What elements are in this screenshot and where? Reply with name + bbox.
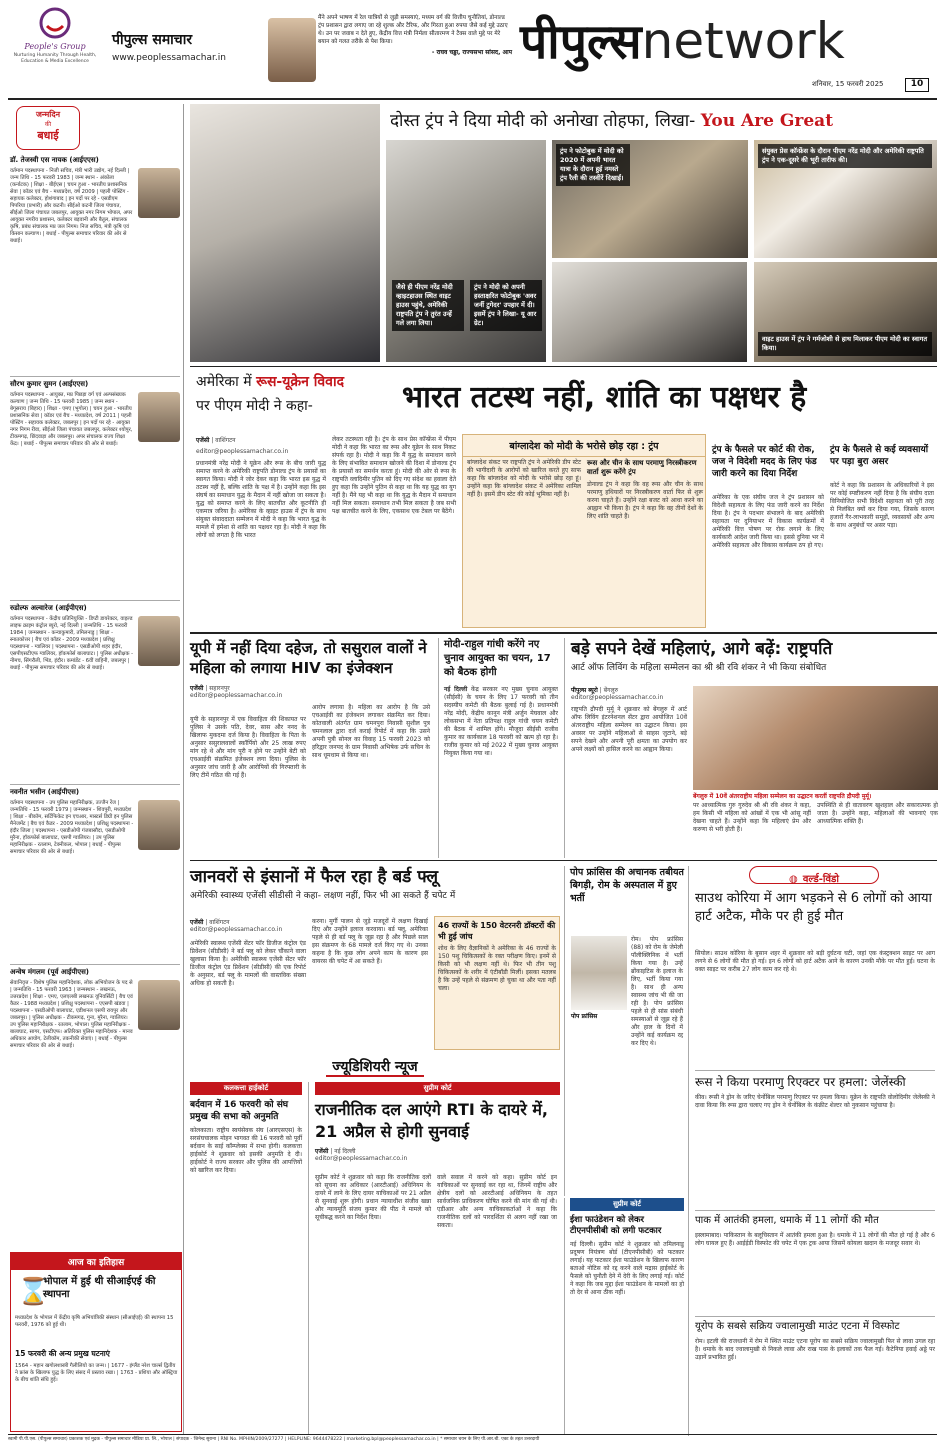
entry-name: रुडोल्फ अल्वारेज (आईपीएस) [10, 604, 87, 612]
brand-small-name: पीपुल्स समाचार [112, 32, 193, 48]
c2-col-2: वाले सवाल में करने को कहा। सुप्रीम कोर्ट इन याचिकाओं पर सुनवाई कर रहा था, जिनमें राष्ट्रीय और क्षेत्रीय दलों को आरटीआई अधिनियम के तहत सार्वजनिक प्राधिकरण घोषित करने की मांग की गई थी। एडीआर और अन्य याचिकाकर्ताओं ने कहा कि राजनीतिक दलों को पारदर्शिता से अलग नहीं रखा जा सकता। [437, 1174, 557, 1229]
up-col-2: आरोप लगाया है। महिला का आरोप है कि उसे एचआईवी का इंजेक्शन लगाकर संक्रमित कर दिया। कोतवाली अंतर्गत ग्राम चमनपुरा निवासी सुशील पुत्र चमनलाल द्वारा दर्ज कराई रिपोर्ट में कहा कि उसने अपनी पुत्री सोनल का विवाह 15 फरवरी 2023 को हरिद्वार जनपद के ग्राम निवासी अभिषेक उर्फ सचिन के साथ धूमधाम से किया था। [312, 704, 430, 759]
byline-agency: एजेंसी [315, 1148, 329, 1155]
photo-caption: जैसे ही पीएम नरेंद्र मोदी व्हाइटहाउस स्थित वाइट हाउस पहुंचे, अमेरिकी राष्ट्रपति ट्रंप ने तुरंत उन्हें गले लगा लिया। [392, 280, 464, 331]
badge-line-2: की [44, 121, 52, 128]
lead-col-2: लेकर तटस्थता रही है। ट्रंप के साथ प्रेस कॉन्फ्रेंस में पीएम मोदी ने कहा कि भारत का रूस और यूक्रेन के साथ निकट संपर्क रहा है। मोदी ने कहा कि मैं युद्ध के समाधान करने के लिए संभावित समाधान खोजने की दिशा में डोनाल्ड ट्रंप के प्रयासों का समर्थन करता हूं। मोदी की ओर से रूस के राष्ट्रपति व्लादिमीर पुतिन को दिए गए संदेश का हवाला देते हुए कहा कि उन्होंने पुतिन से कहा था कि यह युद्ध का युग नहीं है। मैंने यह भी कहा था कि युद्ध के मैदान में समाधान नहीं मिल सकता। समाधान तभी मिल सकता है जब सभी पक्ष बातचीत करने के लिए, एकसाथ एक टेबल पर बैठेंगे। [332, 436, 456, 515]
avatar [138, 980, 180, 1030]
court-headline: ट्रंप के फैसले पर कोर्ट की रोक, जज ने विदेशी मदद के लिए फंड जारी करने का दिया निर्देश [712, 445, 817, 479]
president-col-1: राष्ट्रपति द्रौपदी मुर्मू ने शुक्रवार को बेंगलुरु में आर्ट ऑफ लिविंग इंटरनेशनल सेंटर द्वारा आयोजित 10वें अंतरराष्ट्रीय महिला सम्मेलन का उद्घाटन किया। इस अवसर पर उन्होंने महिलाओं से साहस जुटाने, बड़े सपने देखने और अपनी पूरी क्षमता का उपयोग कर अपने लक्ष्यों को हासिल करने का आह्वान किया। [571, 706, 687, 753]
history-subhead: 15 फरवरी की अन्य प्रमुख घटनाएं [15, 1349, 110, 1358]
feature-section [190, 104, 937, 364]
cec-body: केंद्र सरकार नए मुख्य चुनाव आयुक्त (सीईसी) के चयन के लिए 17 फरवरी को तीन सदस्यीय कमेटी की बैठक बुलाई गई है। प्रधानमंत्री नरेंद्र मोदी, केंद्रीय कानून मंत्री अर्जुन मेघवाल और लोकसभा में नेता प्रतिपक्ष राहुल गांधी चयन कमेटी की बैठक में शामिल होंगे। मौजूदा सीईसी राजीव कुमार का कार्यकाल 18 फरवरी को खत्म हो रहा है। राजीव कुमार को मई 2022 में मुख्य चुनाव आयुक्त नियुक्त किया गया था। [444, 686, 558, 757]
bangladesh-box [462, 434, 706, 628]
business-headline: ट्रंप के फैसले से कई व्यवसायों पर पड़ा बुरा असर [830, 445, 929, 467]
byline-agency: एजेंसी [190, 685, 204, 692]
history-tag: आज का इतिहास [11, 1253, 181, 1270]
section-rule [190, 632, 937, 634]
up-col-1: यूपी के सहारनपुर में एक विवाहिता की शिकायत पर पुलिस ने उसके पति, देवर, सास और ननद के खिलाफ मुकदमा दर्ज किया है। विवाहिता के पिता के अनुसार ससुरालवालों स्कॉर्पियो और 25 लाख रुपए मांग रहे थे और मांग पूरी न होने पर उन्होंने बेटी को एचआईवी संक्रमित इंजेक्शन लगा दिया। पुलिस के अनुसार जांच जारी है और आरोपियों की गिरफ्तारी के लिए टीमें गठित की गई हैं। [190, 716, 306, 779]
c3-text: नई दिल्ली। सुप्रीम कोर्ट ने शुक्रवार को तमिलनाडु प्रदूषण नियंत्रण बोर्ड (टीएनपीसीबी) को फटकार लगाई। यह फटकार ईशा फाउंडेशन के खिलाफ कारण बताओ नोटिस को रद्द करने वाले मद्रास हाईकोर्ट के फैसले को चुनौती देने में देरी के लिए लगाई गई। कोर्ट ने कहा कि जब मुद्दा ईशा फाउंडेशन के मामलों का हो तो देर से आना ठीक नहीं। [570, 1241, 684, 1296]
entry-name: डॉ. तेजस्वी एस नायक (आईएएस) [10, 156, 99, 164]
page-number: 10 [905, 78, 929, 92]
byline-city: वाशिंगटन [209, 919, 230, 926]
byline-email: editor@peoplessamachar.co.in [190, 926, 283, 933]
president-subhead: आर्ट ऑफ लिविंग के महिला सम्मेलन का श्री श्री रवि शंकर ने भी किया संबोधित [571, 663, 827, 673]
judiciary-col-3 [564, 1198, 684, 1434]
byline-email: editor@peoplessamachar.co.in [190, 692, 283, 699]
birthday-entry [10, 604, 182, 780]
entry-text: वर्तमान पदस्थापना - उप पुलिस महानिरीक्षक, उज्जैन रेंज | जन्मतिथि - 15 फरवरी 1979 | जन्मस्थान - शिवपुरी, मध्यप्रदेश | शिक्षा - बीकॉम, सर्टिफिकेट इन एचआर, मास्टर्स डिग्री इन पुलिस मैनेजमेंट | बैच एवं कैडर - 2009 मध्यप्रदेश | प्रशिक्षु पदस्थापना - इंदौर जिला | पदस्थापना - एसडीओपी गंजबासौदा, एसडीओपी मुरैना, हॉकफोर्स बालाघाट, एसपी ग्वालियर। | उप पुलिस महानिरीक्षक - रतलाम, टेक्नीकल, भोपाल | बधाई - पीपुल्स समाचार परिवार की ओर से बधाई। [10, 800, 134, 855]
byline-city: सहारनपुर [209, 685, 230, 692]
birthday-badge [16, 106, 80, 150]
avatar [138, 616, 180, 666]
c1-headline: बर्दवान में 16 फरवरी को संघ प्रमुख की सभा को अनुमति [190, 1100, 289, 1122]
byline-email: editor@peoplessamachar.co.in [315, 1155, 408, 1162]
c2-tag: सुप्रीम कोर्ट [315, 1082, 560, 1095]
court-text: अमेरिका के एक संघीय जज ने ट्रंप प्रशासन को विदेशी सहायता के लिए फंड जारी करने का निर्देश दिया है। ट्रंप ने पदभार संभालने के बाद अमेरिकी सहायता पर दुनियाभर में विकास कार्यक्रमों में अमेरिकी वित्त पोषण पर रोक लगाने के लिए कार्यकारी आदेश जारी किया था। इससे दुनिया भर में अमेरिकी सहायता और विकास कार्यक्रम ठप हो गए। [712, 494, 824, 549]
world-tag [749, 866, 879, 884]
pope-photo [571, 936, 627, 1010]
history-headline: भोपाल में हुई थी सीआईएई की स्थापना [43, 1276, 156, 1300]
flu-box [434, 916, 560, 1050]
kicker-part-3: पर पीएम मोदी ने कहा- [196, 398, 313, 414]
handshake-photo [552, 262, 747, 362]
logo-name: People's Group [24, 42, 86, 51]
birthday-entry [10, 788, 182, 960]
badge-line-3: बधाई [37, 129, 59, 142]
globe-icon: ◍ [789, 874, 798, 885]
book-photo [386, 140, 546, 362]
logo-tagline: Nurturing Humanity Through Health, Education & Media Excellence [13, 53, 97, 64]
lead-byline: एजेंसी | वाशिंगटन editor@peoplessamachar.co.in [196, 436, 396, 455]
brand-big-latin: network [641, 12, 845, 70]
divider [695, 1070, 935, 1071]
c2-byline: एजेंसी | नई दिल्ली editor@peoplessamachar.co.in [315, 1147, 560, 1162]
birthday-entry [10, 380, 182, 596]
c2-col-1: सुप्रीम कोर्ट ने शुक्रवार को कहा कि राजनीतिक दलों को सूचना का अधिकार (आरटीआई) अधिनियम के दायरे में लाने के लिए दायर याचिकाओं पर 21 अप्रैल से सुनवाई शुरू होगी। प्रधान न्यायाधीश संजीव खन्ना और न्यायमूर्ति संजय कुमार की पीठ ने मामले को सूचीबद्ध करने का निर्देश दिया। [315, 1174, 431, 1221]
world-story-4-text: रोम। इटली की राजधानी में रोम में स्थित माउंट एटना यूरोप का सबसे सक्रिय ज्वालामुखी फिर से लावा उगल रहा है। धमाके के बाद ज्वालामुखी से निकले लावा और राख पास के इलाकों तक फैल गई। कैटेनिया हवाई अड्डे पर उड़ानें प्रभावित हुईं। [695, 1338, 935, 1361]
footer-rule [8, 1434, 937, 1435]
pope-photo-caption: पोप फ्रांसिस [571, 1013, 598, 1020]
flu-story [190, 866, 560, 1052]
byline-agency: एजेंसी [190, 919, 204, 926]
photo-caption: वाइट हाउस में ट्रंप ने गर्मजोशी से हाथ मिलाकर पीएम मोदी का स्वागत किया। [758, 332, 932, 356]
feature-headline [390, 110, 930, 132]
pope-text: रोम। पोप फ्रांसिस (88) को रोम के जेमेली पॉलीक्लिनिक में भर्ती किया गया है। उन्हें ब्रोंकाइटिस के इलाज के लिए, भर्ती किया गया है। साथ ही अन्य स्वास्थ्य जांच भी की जा रही है। पोप फ्रांसिस पहले से ही सांस संबंधी समस्याओं से जूझ रहे हैं और हाल के दिनों में उन्होंने कई कार्यक्रम रद्द कर दिए थे। [631, 936, 683, 1047]
president-photo-caption: बेंगलुरु में 10वें अंतरराष्ट्रीय महिला सम्मेलन का उद्घाटन करतीं राष्ट्रपति द्रौपदी मुर्मू। [693, 793, 872, 800]
president-byline: पीपुल्स ब्यूरो | बेंगलुरु editor@peoplessamachar.co.in [571, 686, 687, 701]
flu-col-2: करना। मुर्गी पालन से जुड़े मजदूरों में लक्षण दिखाई दिए और उन्होंने इलाज करवाया। बर्ड फ्लू, अमेरिका पहले से ही बर्ड फ्लू के जूझ रहा है और पिछले साल इस संक्रमण के 68 मामले दर्ज किए गए थे। उनका कहना है कि कुछ लोग अपने काम के कारण इस वायरस की चपेट में आ सकते हैं। [312, 918, 428, 965]
history-events: 1564 - महान खगोलशास्त्री गैलीलियो का जन्म। | 1677 - इंग्लैंड नरेश चार्ल्स द्वितीय ने फ्रांस के खिलाफ युद्ध के लिए संसद में प्रस्ताव रखा। | 1763 - प्रशिया और ऑस्ट्रिया के बीच शांति संधि हुई। [15, 1363, 178, 1383]
president-headline: बड़े सपने देखें महिलाएं, आगे बढ़ें: राष्ट्रपति [571, 639, 833, 659]
press-photo [754, 140, 937, 258]
c2-headline: राजनीतिक दल आएंगे RTI के दायरे में, 21 अप्रैल से होगी सुनवाई [315, 1100, 548, 1141]
photo-caption: ट्रंप ने मोदी को अपनी हस्ताक्षरित फोटोबुक 'अवर जर्नी टुगेदर' उपहार में दी। इसमें ट्रंप ने लिखा- यू आर ग्रेट। [470, 280, 542, 331]
president-col-3: उपस्थिति से ही वातावरण खुशहाल और सकारात्मक हो जाता है। उन्होंने कहा, महिलाओं की भावनाएं एक आध्यात्मिक शक्ति हैं। [817, 802, 938, 825]
feature-headline-eng: You Are Great [700, 111, 834, 131]
byline-email: editor@peoplessamachar.co.in [571, 694, 664, 701]
flu-box-headline: 46 राज्यों के 150 वेटरनरी डॉक्टरों की भी हुई जांच [438, 921, 556, 941]
judiciary-banner [190, 1056, 560, 1076]
up-byline: एजेंसी | सहारनपुर editor@peoplessamachar.co.in [190, 684, 430, 699]
quote-avatar [268, 18, 316, 82]
world-story-2-text: कीव। रूसी ने ड्रोन के जरिए चेर्नोबिल परमाणु रिएक्टर पर हमला किया। यूक्रेन के राष्ट्रपति वोलोदिमीर जेलेंस्की ने दावा किया कि रूस द्वारा चलाए गए ड्रोन ने चेर्नोबिल के कंक्रीट शेल्टर को नुकसान पहुंचाया है। [695, 1094, 935, 1109]
world-tag-label: वर्ल्ड-विंडो [802, 874, 839, 885]
avatar [138, 800, 180, 850]
c1-tag: कलकत्ता हाईकोर्ट [190, 1082, 302, 1095]
entry-name: सौरभ कुमार सुमन (आईएएस) [10, 380, 89, 388]
pope-story [564, 866, 684, 1196]
world-window [688, 866, 937, 1436]
world-story-3-text: इस्लामाबाद। पाकिस्तान के बलूचिस्तान में आतंकी हमला हुआ है। धमाके में 11 लोगों की मौत हो गई है और 6 लोग घायल हुए हैं। आईईडी विस्फोट की चपेट में एक ट्रक आया जिसमें कोयला खदान के मजदूर सवार थे। [695, 1232, 935, 1247]
cec-headline: मोदी-राहुल गांधी करेंगे नए चुनाव आयुक्त का चयन, 17 को बैठक होगी [444, 639, 551, 678]
flu-box-text: शोध के लिए वैज्ञानिकों ने अमेरिका के 46 राज्यों के 150 पशु चिकित्सकों के रक्त परीक्षण किए। इनमें से किसी को भी लक्षण नहीं थे। फिर भी तीन पशु चिकित्सकों के शरीर में एंटीबॉडी मिलीं। इसका मतलब है कि उन्हें पहले से संक्रमण हो चुका था और पता नहीं चला। [438, 945, 556, 992]
bd-text: बांग्लादेश संकट पर राष्ट्रपति ट्रंप ने अमेरिकी डीप स्टेट की भागीदारी के आरोपों को खारिज करते हुए साफ कहा कि बांग्लादेश को मोदी के भरोसे छोड़ रहा हूं। उन्होंने कहा कि बांग्लादेश संकट में अमेरिका शामिल नहीं है। इसमें डीप स्टेट की कोई भूमिका नहीं है। [467, 459, 581, 498]
rc-text: डोनाल्ड ट्रंप ने कहा कि वह रूस और चीन के साथ परमाणु हथियारों पर निरस्त्रीकरण वार्ता फिर से शुरू करना चाहते हैं। उन्होंने रक्षा बजट को आधा करने का आह्वान भी किया है। ट्रंप ने कहा कि वह तीनों देशों के लिए शांति चाहते हैं। [587, 481, 703, 520]
divider [10, 964, 180, 965]
divider [695, 1316, 935, 1317]
divider [10, 784, 180, 785]
cec-story [438, 638, 558, 858]
masthead [0, 0, 945, 100]
entry-text: सेवानिवृत्त - विशेष पुलिस महानिदेशक, लोक अभियोजन के पद से | जन्मतिथि - 15 फरवरी 1963 | जन्मस्थान - लखनऊ, उत्तरप्रदेश | शिक्षा - एमए, एलएलबी लखनऊ यूनिवर्सिटी | बैच एवं कैडर - 1988 मध्यप्रदेश | प्रशिक्षु पदस्थापना - एएसपी खंडवा | पदस्थापना - एसडीओपी बालाघाट, एडीशनल एसपी रायपुर और जबलपुर। | पुलिस अधीक्षक - टीकमगढ़, गुना, मुरैना, ग्वालियर। उप पुलिस महानिरीक्षक - रतलाम, भोपाल। पुलिस महानिरीक्षक - बालाघाट, सागर, एसटीएफ। अतिरिक्त पुलिस महानिदेशक - मानव अधिकार आयोग, टेलीकॉम, तकनीकी सेवाएं। | बधाई - पीपुल्स समाचार परिवार की ओर से बधाई। [10, 980, 133, 1049]
birthday-entry [10, 968, 182, 1248]
lead-col-1: प्रधानमंत्री नरेंद्र मोदी ने यूक्रेन और रूस के बीच जारी युद्ध समाप्त करने के अमेरिकी राष्ट्रपति डोनाल्ड ट्रंप के प्रयासों का स्वागत किया। मोदी ने जोर देकर कहा कि भारत इस युद्ध में तटस्थ नहीं है, बल्कि शांति के पक्ष में है। उन्होंने कहा कि इस संघर्ष का समाधान युद्ध के मैदान में नहीं खोजा जा सकता है। युद्ध को समाप्त करने के लिए बातचीत और कूटनीति ही एकमात्र जरिया है। अमेरिका के व्हाइट हाउस में ट्रंप के साथ संयुक्त संवाददाता सम्मेलन में मोदी ने कहा कि भारत युद्ध के मामले में हमेशा से शांति का पक्षधर रहा है। मोदी ने कहा कि लोगों को लगता है कि भारत [196, 460, 326, 539]
flu-headline: जानवरों से इंसानों में फैल रहा है बर्ड फ्लू [190, 867, 439, 887]
flu-byline: एजेंसी | वाशिंगटन editor@peoplessamachar.co.in [190, 918, 310, 933]
sidebar [8, 104, 184, 1434]
logo-mark-icon [38, 6, 72, 40]
judiciary-col-2 [308, 1082, 560, 1434]
section-rule [190, 860, 937, 861]
entry-name: नवनीत भसीन (आईपीएस) [10, 788, 80, 796]
website-text: www.peoplessamachar.in [112, 53, 226, 63]
welcome-photo [754, 262, 937, 362]
brand-big [520, 6, 940, 76]
divider [10, 600, 180, 601]
history-text: मध्यप्रदेश के भोपाल में केंद्रीय कृषि अभियांत्रिकी संस्थान (सीआईएई) की स्थापना 15 फरवरी, 1976 को हुई थी। [15, 1315, 174, 1328]
judiciary-banner-text: ज्यूडिशियरी न्यूज [326, 1059, 423, 1077]
byline-agency: एजेंसी [196, 437, 210, 444]
world-story-4-headline: यूरोप के सबसे सक्रिय ज्वालामुखी माउंट एटना में विस्फोट [695, 1321, 900, 1332]
avatar [138, 392, 180, 442]
judiciary-col-1 [190, 1082, 302, 1434]
president-story [564, 638, 937, 858]
entry-text: वर्तमान पदस्थापना - आयुक्त, मप्र पिछड़ा वर्ग एवं अल्पसंख्यक कल्याण | जन्म तिथि - 15 फरवरी 1985 | जन्म स्थान - बेगूसराय (बिहार) | शिक्षा - एमए (भूगोल) | चयन हुआ - भारतीय प्रशासनिक सेवा | कॉडर एवं बैच - मध्यप्रदेश, वर्ष 2011 | पहली पोस्टिंग - सहायक कलेक्टर, जबलपुर | इन पदों पर रहे - आयुक्त नगर निगम रीवा, सीईओ जिला पंचायत जबलपुर, कलेक्टर श्योपुर, टीकमगढ़, छिंदवाड़ा और जबलपुर। अपर संचालक राज्य शिक्षा केंद्र। | बधाई - पीपुल्स समाचार परिवार की ओर से बधाई। [10, 392, 133, 447]
rc-headline: रूस और चीन के साथ परमाणु निरस्त्रीकरण वार्ता शुरू करेंगे ट्रंप [587, 459, 697, 476]
president-photo [693, 686, 938, 790]
imprint-footer: स्वामी पी.पी.एस. (पीपुल्स समाचार) प्रकाशक एवं मुद्रक - पीपुल्स समाचार मीडिया प्रा. लि., भोपाल | संपादक - जिनेन्द्र सुराना | RNI No. MPHIN/2009/27277 | HELPLINE: 9644478222 | marketing.bpl@peoplessamachar.co.in | * समाचार चयन के लिए पी.आर.बी. एक्ट के तहत उत्तरदायी [8, 1437, 540, 1442]
entry-name: अन्वेष मंगलम (पूर्व आईपीएस) [10, 968, 89, 976]
world-story-3-headline: पाक में आतंकी हमला, धमाके में 11 लोगों की मौत [695, 1215, 879, 1226]
c3-tag: सुप्रीम कोर्ट [570, 1198, 684, 1211]
photo-caption: ट्रंप ने फोटोबुक में मोदी को 2020 में अपनी भारत यात्रा के दौरान हुई नमस्ते ट्रंप रैली की तस्वीरें दिखाईं। [556, 144, 630, 186]
birthday-entry [10, 156, 182, 372]
world-story-1-text: सियोल। साउथ कोरिया के बुसान शहर में शुक्रवार को बड़ी दुर्घटना घटी, जहां एक कंस्ट्रक्शन साइट पर आग लगने से 6 लोगों की मौत हो गई। इन 6 लोगों को हार्ट अटैक आने के कारण उनकी मौके पर मौत हुई। घटना के वक्त साइट पर करीब 27 लोग काम कर रहे थे। [695, 950, 935, 973]
up-headline: यूपी में नहीं दिया दहेज, तो ससुराल वालों ने महिला को लगाया HIV का इंजेक्शन [190, 639, 427, 677]
kicker-part-2: रूस-यूक्रेन विवाद [256, 374, 345, 390]
avatar [138, 168, 180, 218]
byline-email: editor@peoplessamachar.co.in [196, 448, 289, 455]
badge-line-1: जन्मदिन [35, 110, 61, 119]
byline-city: नई दिल्ली [334, 1148, 356, 1155]
cec-dateline: नई दिल्ली [444, 686, 468, 693]
brand-small [112, 30, 262, 63]
entry-text: वर्तमान पदस्थापना - केंद्रीय प्रतिनियुक्ति - डिप्टी डायरेक्टर, वाइल्ड लाइफ क्राइम कंट्रोल ब्यूरो, नई दिल्ली | जन्मतिथि - 15 फरवरी 1984 | जन्मस्थान - कन्याकुमारी, तमिलनाडु | शिक्षा - स्नातकोत्तर | बैच एवं कॉडर - 2009 मध्यप्रदेश | प्रशिक्षु पदस्थापना - ग्वालियर | पदस्थापना - एसडीओपी शहर इंदौर, एसपीएसटीएफ ग्वालियर, हॉकफोर्स बालाघाट। | पुलिस अधीक्षक - नीमच, सिंगरौली, भिंड, इंदौर। कमांडेंट - 6वीं वाहिनी, जबलपुर | बधाई - पीपुल्स समाचार परिवार की ओर से बधाई। [10, 616, 133, 671]
kicker-part-1: अमेरिका में [196, 374, 252, 390]
flu-subhead: अमेरिकी स्वास्थ्य एजेंसी सीडीसी ने कहा- लक्षण नहीं, फिर भी आ सकते हैं चपेट में [190, 891, 456, 901]
lead-headline: भारत तटस्थ नहीं, शांति का पक्षधर है [402, 380, 807, 415]
peoples-group-logo [10, 6, 100, 86]
lead-kicker [196, 372, 396, 432]
rally-photo [552, 140, 748, 258]
pope-headline: पोप फ्रांसिस की अचानक तबीयत बिगड़ी, रोम के अस्पताल में हुए भर्ती [570, 867, 684, 904]
date-line: शनिवार, 15 फरवरी 2025 [812, 80, 884, 88]
up-story [190, 638, 430, 858]
brand-big-hindi: पीपुल्स [520, 14, 642, 70]
hourglass-icon: ⌛ [17, 1277, 50, 1307]
flu-col-1: अमेरिकी स्वास्थ्य एजेंसी सेंटर फॉर डिजीज कंट्रोल एंड प्रिवेंशन (सीडीसी) ने बर्ड फ्लू को लेकर चौंकाने वाला खुलासा किया है। अमेरिकी स्वास्थ्य एजेंसी सेंटर फॉर डिजीज कंट्रोल एंड प्रिवेंशन (सीडीसी) की एक रिपोर्ट के अनुसार, बर्ड फ्लू के मामलों की वास्तविक संख्या अधिक हो सकती है। [190, 940, 306, 987]
divider [695, 1210, 935, 1211]
history-box [10, 1252, 182, 1432]
byline-city: वाशिंगटन [215, 437, 236, 444]
world-story-1-headline: साउथ कोरिया में आग भड़कने से 6 लोगों को आया हार्ट अटैक, मौके पर ही हुई मौत [695, 891, 932, 924]
byline-city: बेंगलुरु [603, 687, 619, 694]
photo-caption: संयुक्त प्रेस कॉन्फ्रेंस के दौरान पीएम नरेंद्र मोदी और अमेरिकी राष्ट्रपति ट्रंप ने एक-दूसरे की भूरी तारीफ की। [758, 144, 932, 168]
c1-text: कोलकाता। राष्ट्रीय स्वयंसेवक संघ (आरएसएस) के सरसंघचालक मोहन भागवत की 16 फरवरी को पूर्वी बर्दवान के साई कॉम्प्लेक्स में सभा होगी। कलकत्ता हाईकोर्ट ने शुक्रवार को इसकी अनुमति दे दी। हाईकोर्ट ने राज्य सरकार और पुलिस की आपत्तियों को खारिज कर दिया। [190, 1127, 302, 1174]
bd-headline: बांग्लादेश को मोदी के भरोसे छोड़ रहा : ट्रंप [463, 435, 705, 457]
feature-headline-hindi: दोस्त ट्रंप ने दिया मोदी को अनोखा तोहफा, लिखा- [390, 111, 696, 131]
world-story-2-headline: रूस ने किया परमाणु रिएक्टर पर हमला: जेलेंस्की [695, 1075, 906, 1089]
quote-box [318, 14, 512, 92]
business-text: कोर्ट ने कहा कि प्रशासन के अधिकारियों ने इस पर कोई स्पष्टीकरण नहीं दिया है कि संघीय दाता विनियोजित सभी विदेशी सहायता को पूरी तरह से निलंबित क्यों कर दिया गया, जिसके कारण हजारों गैर-लाभकारी समूहों, व्यवसायों और अन्य के साथ अनुबंधों पर असर पड़ा। [830, 482, 934, 529]
masthead-rule [8, 98, 937, 100]
section-rule [190, 366, 937, 367]
lead-story [190, 370, 937, 630]
hug-photo [190, 104, 380, 362]
byline-agency: पीपुल्स ब्यूरो [571, 687, 598, 694]
president-col-2: पर आध्यात्मिक गुरु गुरुदेव श्री श्री रवि शंकर ने कहा, हम किसी भी महिला को आंखों में एक भी आंसू नहीं देखना चाहते हैं। उन्होंने कहा कि महिलाएं प्रेम और करुणा से भरी होती हैं। [693, 802, 811, 833]
quote-text: मैंने अपने भाषण में रेल यात्रियों से जुड़ी समस्याएं, मध्यम वर्ग की वित्तीय चुनौतियां, डोनाल्ड ट्रंप प्रशासन द्वारा लगाए जा रहे शुल्क और टैरिफ, और गिरता हुआ रुपया जैसे कई मुद्दे उठाए थे। उन पर जवाब न देते हुए, केंद्रीय वित्त मंत्री निर्मला सीतारमण ने टैक्स वाले मुद्दे पर मेरे बयान को गलत तरीके से पेश किया। [318, 15, 508, 45]
quote-author: - राघव चड्ढा, राज्यसभा सांसद, आप [431, 49, 512, 56]
c3-headline: ईशा फाउंडेशन को लेकर टीएनपीसीबी को लगी फटकार [570, 1215, 662, 1236]
cec-text [444, 686, 558, 846]
entry-text: वर्तमान पदस्थापना - निजी सचिव, मंत्री भारी उद्योग, नई दिल्ली | जन्म तिथि - 15 फरवरी 1983 | जन्म स्थान - अंकोला (कर्नाटक) | शिक्षा - बीईएस | चयन हुआ - भारतीय प्रशासनिक सेवा | कॉडर एवं बैच - मध्यप्रदेश, वर्ष 2009 | पहली पोस्टिंग - सहायक कलेक्टर, होशंगाबाद | इन पदों पर रहे - एसडीएम पिपरिया (प्रभारी) और कटनी। सीईओ कटनी जिला पंचायत, सीईओ जिला पंचायत जबलपुर, आयुक्त नगर निगम भोपाल, अपर आयुक्त नगरीय प्रशासन, कलेक्टर बड़वानी और बैतूल, संचालक कृषि, प्रबंध संचालक मप्र जल निगम। निज सचिव, मंत्री कृषि एवं किसान कल्याण। | बधाई - पीपुल्स समाचार परिवार की ओर से बधाई। [10, 168, 133, 244]
divider [10, 376, 180, 377]
